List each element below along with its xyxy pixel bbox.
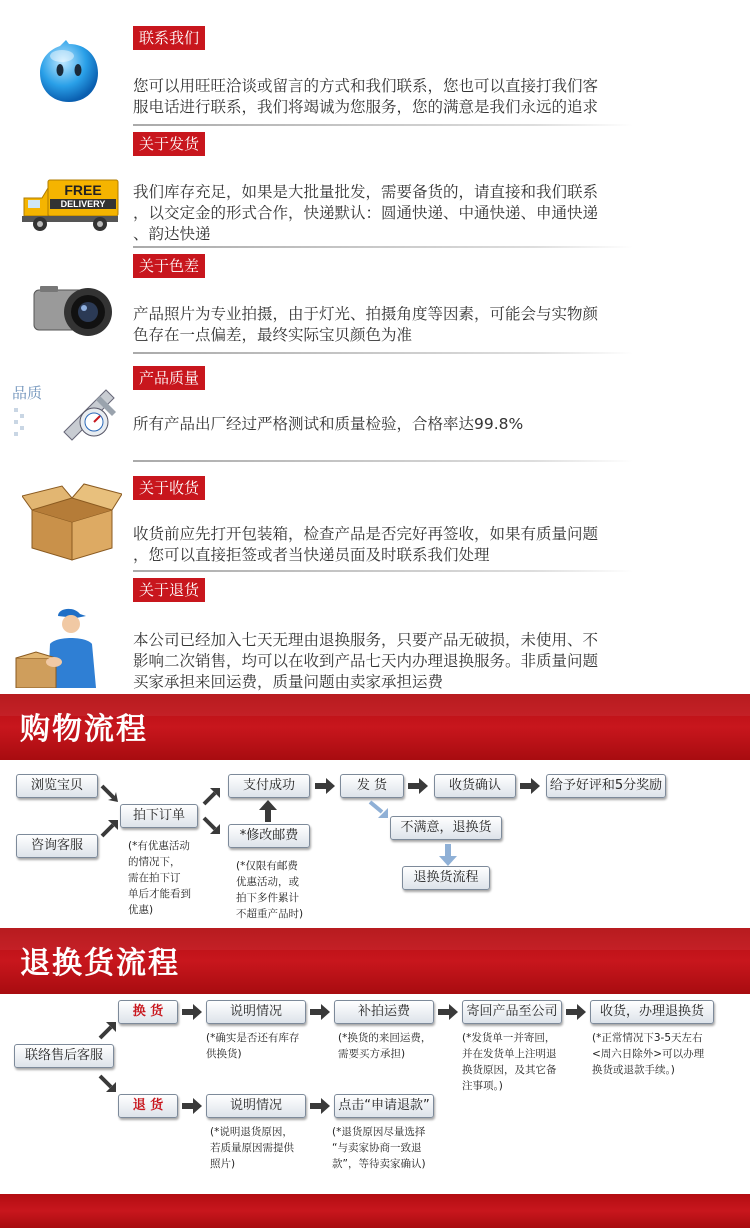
send-back-note: (*发货单一并寄回， 并在发货单上注明退 换货原因，及其它备 注事项。) bbox=[462, 1032, 557, 1092]
return-flow-step: 退换货流程 bbox=[402, 866, 490, 890]
apply-refund-note: (*退货原因尽量选择 “与卖家协商一致退 款”，等待卖家确认) bbox=[332, 1126, 426, 1170]
section-text: 您可以用旺旺洽谈或留言的方式和我们联系，您也可以直接打我们客 服电话进行联系，我们将竭诚为您服务，您的满意是我们永远的追求 bbox=[133, 77, 599, 116]
exchange-step: 换 货 bbox=[118, 1000, 178, 1024]
explain-step: 说明情况 bbox=[206, 1000, 306, 1024]
arrow-icon bbox=[98, 1020, 118, 1040]
info-returns bbox=[0, 574, 750, 694]
send-back-step: 寄回产品至公司 bbox=[462, 1000, 562, 1024]
payment-success-step: 支付成功 bbox=[228, 774, 310, 798]
arrow-icon bbox=[310, 1098, 330, 1114]
section-tag: 关于色差 bbox=[133, 254, 205, 278]
place-order-step: 拍下订单 bbox=[120, 804, 198, 828]
browse-step: 浏览宝贝 bbox=[16, 774, 98, 798]
arrow-icon bbox=[100, 784, 120, 804]
footer-bar bbox=[0, 1194, 750, 1228]
shopping-flow-banner bbox=[0, 694, 750, 760]
section-text: 收货前应先打开包装箱，检查产品是否完好再签收，如果有质量问题 ，您可以直接拒签或者当快递员面及时联系我们处理 bbox=[133, 525, 599, 564]
section-text: 所有产品出厂经过严格测试和质量检验，合格率达99.8% bbox=[133, 415, 524, 433]
section-tag: 联系我们 bbox=[133, 26, 205, 50]
arrow-icon bbox=[100, 818, 120, 838]
refund-step: 退 货 bbox=[118, 1094, 178, 1118]
arrow-icon bbox=[310, 1004, 330, 1020]
confirm-receipt-step: 收货确认 bbox=[434, 774, 516, 798]
explain-refund-note: (*说明退货原因， 若质量原因需提供 照片) bbox=[210, 1126, 294, 1170]
wangwang-chat-icon bbox=[36, 40, 102, 106]
modify-postage-step: *修改邮费 bbox=[228, 824, 310, 848]
truck-free-label: FREE bbox=[64, 182, 102, 198]
postage-note: (*换货的来回运费， 需要买方承担) bbox=[338, 1032, 432, 1060]
arrow-icon bbox=[258, 800, 278, 822]
section-text: 我们库存充足，如果是大批量批发，需要备货的，请直接和我们联系 ，以交定金的形式合作，快递默认：圆通快递、中通快递、申通快递 、韵达快递 bbox=[133, 183, 599, 243]
shopping-flow-chart bbox=[0, 760, 750, 928]
free-delivery-truck-icon bbox=[20, 178, 120, 234]
divider bbox=[133, 570, 633, 572]
divider bbox=[133, 124, 633, 126]
arrow-icon bbox=[182, 1098, 202, 1114]
banner-title: 购物流程 bbox=[20, 712, 148, 747]
section-text: 产品照片为专业拍摄，由于灯光、拍摄角度等因素，可能会与实物颜 色存在一点偏差，最终实际宝贝颜色为准 bbox=[133, 305, 599, 344]
arrow-icon bbox=[202, 786, 222, 806]
apply-refund-step: 点击“申请退款” bbox=[334, 1094, 434, 1118]
explain-note: (*确实是否还有库存 供换货) bbox=[206, 1032, 300, 1060]
arrow-icon bbox=[315, 778, 335, 794]
return-flow-banner bbox=[0, 928, 750, 994]
info-quality bbox=[0, 362, 750, 472]
receive-note: (*正常情况下3-5天左右 <周六日除外>可以办理 换货或退款手续。) bbox=[592, 1032, 705, 1076]
cardboard-box-icon bbox=[22, 482, 122, 562]
arrow-icon bbox=[182, 1004, 202, 1020]
quality-label: 品质 bbox=[12, 384, 43, 402]
info-color-difference bbox=[0, 250, 750, 362]
arrow-icon bbox=[368, 800, 390, 820]
unsatisfied-return-step: 不满意，退换货 bbox=[390, 816, 502, 840]
order-note: (*有优惠活动 的情况下， 需在拍下订 单后才能看到 优惠) bbox=[128, 840, 191, 916]
explain-refund-step: 说明情况 bbox=[206, 1094, 306, 1118]
camera-icon bbox=[32, 282, 116, 338]
return-flow-chart bbox=[0, 994, 750, 1194]
section-tag: 产品质量 bbox=[133, 366, 205, 390]
info-receiving bbox=[0, 472, 750, 574]
arrow-icon bbox=[438, 1004, 458, 1020]
truck-delivery-label: DELIVERY bbox=[50, 199, 116, 209]
modify-note: (*仅限有邮费 优惠活动，或 拍下多件累计 不超重产品时) bbox=[236, 860, 304, 920]
consult-step: 咨询客服 bbox=[16, 834, 98, 858]
divider bbox=[133, 352, 633, 354]
divider bbox=[133, 246, 633, 248]
arrow-icon bbox=[202, 816, 222, 836]
receive-process-step: 收货，办理退换货 bbox=[590, 1000, 714, 1024]
arrow-icon bbox=[98, 1074, 118, 1094]
arrow-icon bbox=[566, 1004, 586, 1020]
ship-step: 发 货 bbox=[340, 774, 404, 798]
pay-postage-step: 补拍运费 bbox=[334, 1000, 434, 1024]
arrow-icon bbox=[408, 778, 428, 794]
caliper-quality-icon bbox=[12, 376, 124, 452]
delivery-man-icon bbox=[14, 604, 120, 688]
section-text: 本公司已经加入七天无理由退换服务，只要产品无破损，未使用、不 影响二次销售，均可以在收到产品七天内办理退换服务。非质量问题 买家承担来回运费，质量问题由卖家承担运费 bbox=[133, 631, 599, 691]
arrow-icon bbox=[438, 844, 458, 866]
section-tag: 关于退货 bbox=[133, 578, 205, 602]
contact-after-sales-step: 联络售后客服 bbox=[14, 1044, 114, 1068]
divider bbox=[133, 460, 633, 462]
info-contact bbox=[0, 0, 750, 128]
info-shipping bbox=[0, 128, 750, 250]
banner-title: 退换货流程 bbox=[20, 946, 180, 981]
review-step: 给予好评和5分奖励 bbox=[546, 774, 666, 798]
section-tag: 关于发货 bbox=[133, 132, 205, 156]
section-tag: 关于收货 bbox=[133, 476, 205, 500]
arrow-icon bbox=[520, 778, 540, 794]
